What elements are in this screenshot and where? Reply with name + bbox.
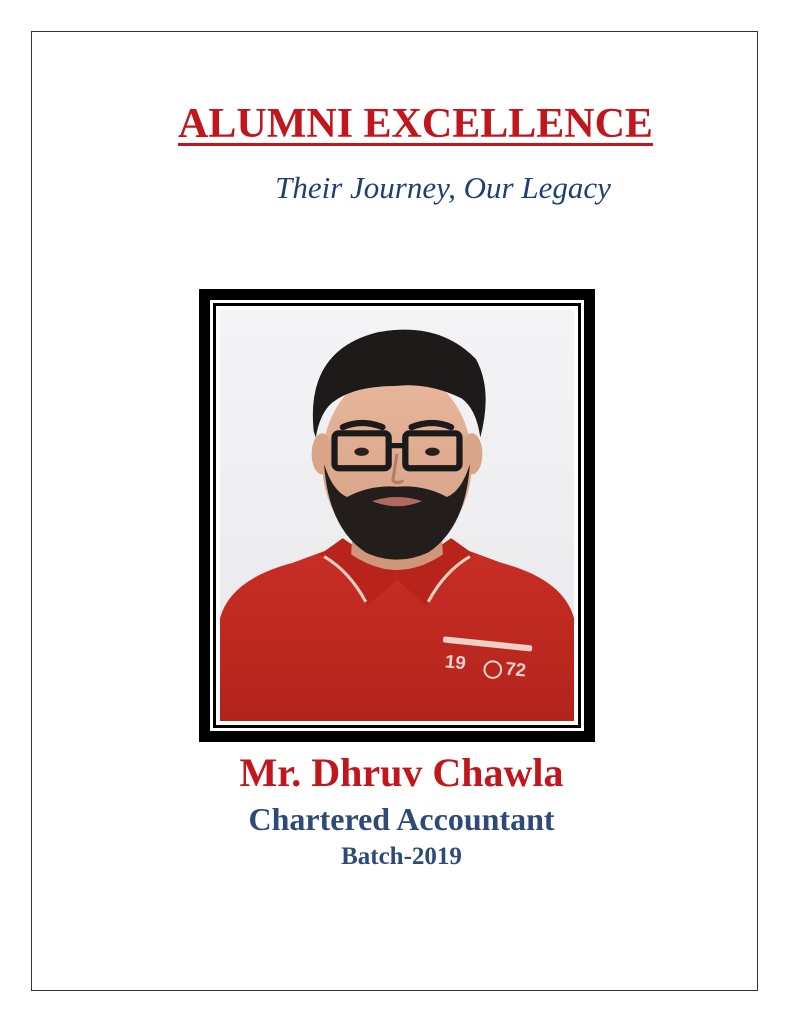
svg-text:19: 19 bbox=[443, 650, 467, 674]
alumni-batch: Batch-2019 bbox=[341, 843, 462, 870]
photo-frame-mat bbox=[210, 300, 584, 731]
alumni-profession: Chartered Accountant bbox=[248, 801, 555, 837]
svg-text:72: 72 bbox=[504, 657, 528, 681]
page-title bbox=[0, 100, 791, 148]
photo-frame bbox=[199, 289, 595, 742]
page-title-text: ALUMNI EXCELLENCE bbox=[178, 101, 653, 147]
alumni-name: Mr. Dhruv Chawla bbox=[239, 750, 564, 795]
alumni-portrait-photo bbox=[220, 310, 574, 721]
tagline: Their Journey, Our Legacy bbox=[275, 170, 611, 205]
photo-frame-inner-line bbox=[213, 303, 581, 728]
